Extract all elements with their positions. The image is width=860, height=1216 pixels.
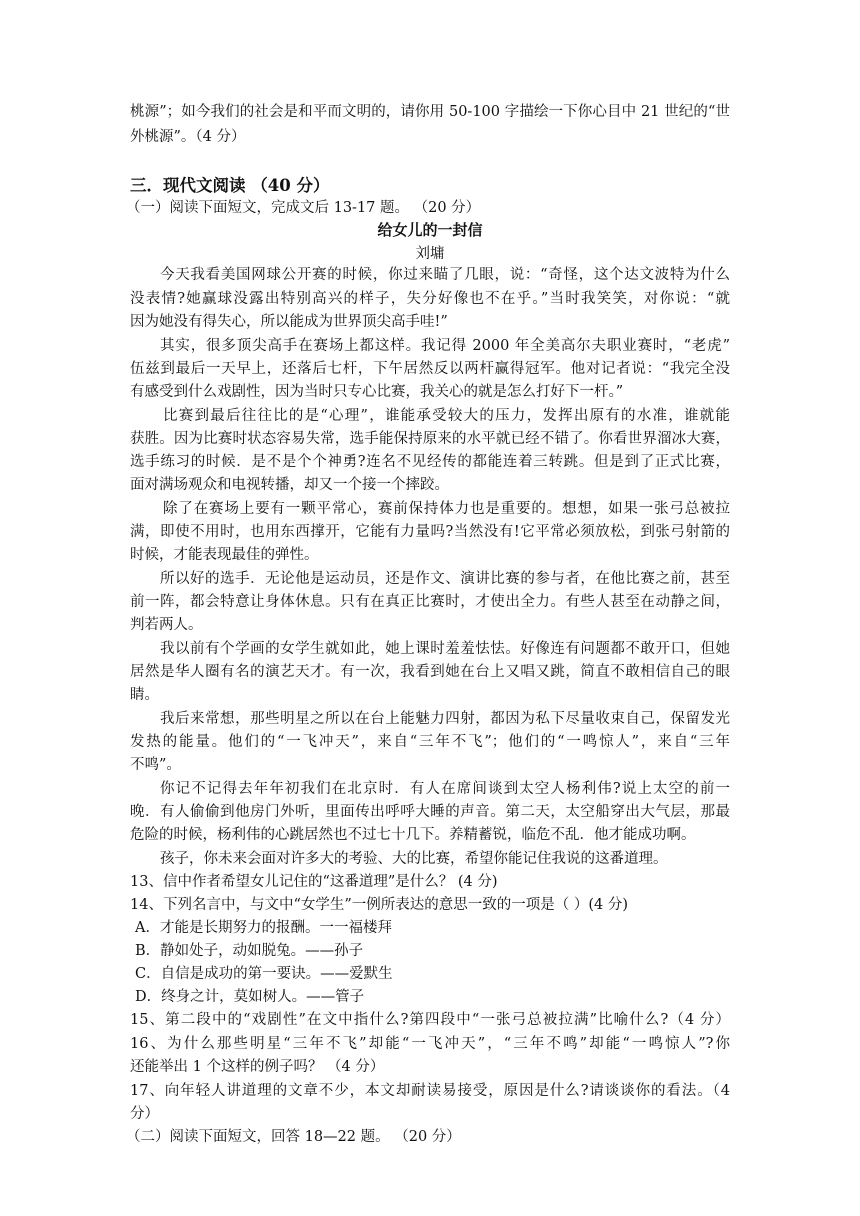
question-17-line-2: 分） xyxy=(130,1106,159,1122)
paragraph-8-line-3: 危险的时候，杨利伟的心跳居然也不过七十几下。养精蓄锐，临危不乱．他才能成功啊。 xyxy=(130,827,696,843)
paragraph-4-line-3: 时候，才能表现最佳的弹性。 xyxy=(130,547,319,563)
paragraph-7-line-1: 我后来常想，那些明星之所以在台上能魅力四射，都因为私下尽量收束自己，保留发光 xyxy=(160,711,730,727)
intro-line-2: 外桃源”。（4 分） xyxy=(130,129,246,145)
paragraph-2-line-3: 有感受到什么戏剧性，因为当时只专心比赛，我关心的就是怎么打好下一杆。” xyxy=(130,384,624,400)
intro-line-1: 桃源”；如今我们的社会是和平而文明的，请你用 50-100 字描绘一下你心目中 21 世纪的“世 xyxy=(130,104,730,120)
paragraph-1-line-1: 今天我看美国网球公开赛的时候，你过来瞄了几眼，说：“奇怪，这个达文波特为什么 xyxy=(160,267,730,283)
paragraph-1-line-2: 没表情?她赢球没露出特别高兴的样子，失分好像也不在乎。”当时我笑笑，对你说：“就 xyxy=(130,291,730,307)
paragraph-5-line-3: 判若两人。 xyxy=(130,617,203,633)
paragraph-5-line-2: 前一阵，都会特意让身体休息。只有在真正比赛时，才使出全力。有些人甚至在动静之间， xyxy=(130,594,730,610)
part1-instruction: （一）阅读下面短文，完成文后 13-17 题。 （20 分） xyxy=(126,200,481,216)
part2-instruction: （二）阅读下面短文，回答 18—22 题。 （20 分） xyxy=(126,1129,461,1145)
article-author: 刘墉 xyxy=(415,246,445,262)
question-16-line-2: 还能举出 1 个这样的例子吗？ （4 分） xyxy=(130,1059,385,1075)
paragraph-8-line-1: 你记不记得去年年初我们在北京时．有人在席间谈到太空人杨利伟?说上太空的前一 xyxy=(160,781,730,797)
paragraph-9-line-1: 孩子，你未来会面对许多大的考验、大的比赛，希望你能记住我说的这番道理。 xyxy=(160,851,668,867)
paragraph-3-line-2: 获胜。因为比赛时状态容易失常，选手能保持原来的水平就已经不错了。你看世界溜冰大赛， xyxy=(130,431,730,447)
paragraph-3-line-1: 比赛到最后往往比的是“心理”，谁能承受较大的压力，发挥出原有的水准，谁就能 xyxy=(163,408,730,424)
paragraph-6-line-2: 居然是华人圈有名的演艺天才。有一次，我看到她在台上又唱又跳，简直不敢相信自己的眼 xyxy=(130,664,730,680)
paragraph-2-line-1: 其实，很多顶尖高手在赛场上都这样。我记得 2000 年全美高尔夫职业赛时，“老虎” xyxy=(160,338,730,354)
paragraph-5-line-1: 所以好的选手．无论他是运动员，还是作文、演讲比赛的参与者，在他比赛之前，甚至 xyxy=(160,571,730,587)
paragraph-7-line-3: 不鸣”。 xyxy=(130,757,181,773)
question-14-option-a: A．才能是长期努力的报酬。一一福楼拜 xyxy=(135,920,392,936)
paragraph-4-line-1: 除了在赛场上要有一颗平常心，赛前保持体力也是重要的。想想，如果一张弓总被拉 xyxy=(163,501,730,517)
question-14-option-c: C．自信是成功的第一要诀。——爱默生 xyxy=(135,966,393,982)
paragraph-6-line-1: 我以前有个学画的女学生就如此，她上课时羞羞怯怯。好像连有问题都不敢开口，但她 xyxy=(160,641,730,657)
section-heading: 三．现代文阅读 （40 分） xyxy=(130,176,330,195)
question-16-line-1: 16、为什么那些明星“三年不飞”却能“一飞冲天”，“三年不鸣”却能“一鸣惊人”?你 xyxy=(130,1036,730,1052)
question-17-line-1: 17、向年轻人讲道理的文章不少，本文却耐读易接受，原因是什么?请谈谈你的看法。（4 xyxy=(130,1083,730,1099)
question-15: 15、第二段中的“戏剧性”在文中指什么?第四段中“一张弓总被拉满”比喻什么?（4 分） xyxy=(130,1012,730,1028)
question-14-option-d: D．终身之计，莫如树人。——管子 xyxy=(135,989,365,1005)
question-14-option-b: B．静如处子，动如脱兔。——孙子 xyxy=(135,943,364,959)
article-title: 给女儿的一封信 xyxy=(377,221,483,239)
paragraph-8-line-2: 晚．有人偷偷到他房门外听，里面传出呼呼大睡的声音。第二天，太空船穿出大气层，那最 xyxy=(130,804,730,820)
paragraph-4-line-2: 满，即使不用时，也用东西撑开，它能有力量吗?当然没有!它平常必须放松，到张弓射箭的 xyxy=(130,524,730,540)
question-13: 13、信中作者希望女儿记住的“这番道理”是什么？ (4 分) xyxy=(130,874,498,890)
paragraph-6-line-3: 睛。 xyxy=(130,687,159,703)
paragraph-3-line-4: 面对满场观众和电视转播，却又一个接一个摔跤。 xyxy=(130,477,449,493)
paragraph-2-line-2: 伍兹到最后一天早上，还落后七杆，下午居然反以两杆赢得冠军。他对记者说：“我完全没 xyxy=(130,361,730,377)
paragraph-3-line-3: 选手练习的时候．是不是个个神勇?连名不见经传的都能连着三转跳。但是到了正式比赛， xyxy=(130,454,730,470)
paragraph-1-line-3: 因为她没有得失心，所以能成为世界顶尖高手哇!” xyxy=(130,314,448,330)
paragraph-7-line-2: 发热的能量。他们的“一飞冲天”，来自“三年不飞”；他们的“一鸣惊人”，来自“三年 xyxy=(130,734,730,750)
question-14: 14、下列名言中，与文中“女学生”一例所表达的意思一致的一项是（ ）(4 分) xyxy=(130,897,629,913)
